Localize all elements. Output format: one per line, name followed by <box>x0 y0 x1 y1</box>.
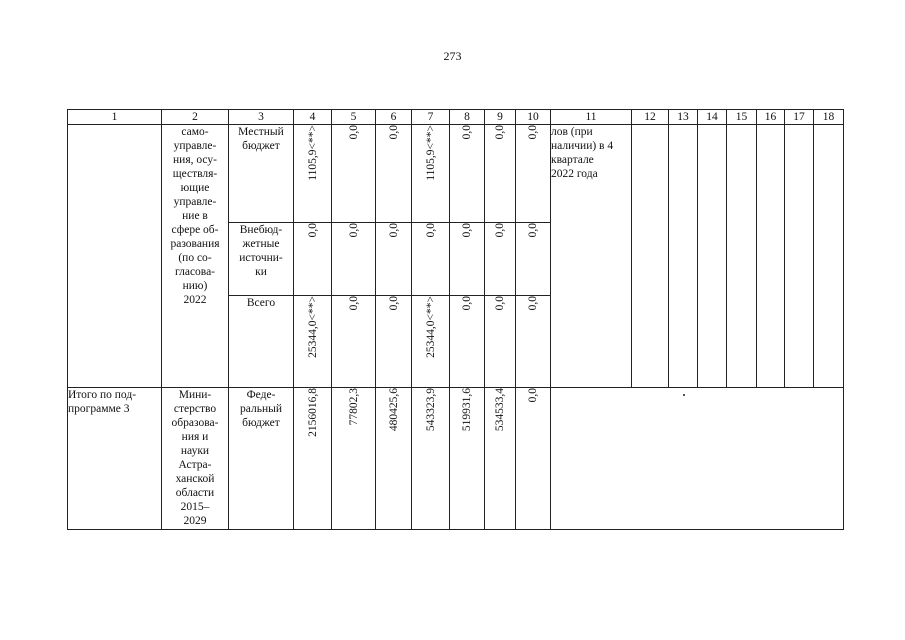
empty-cell <box>632 125 669 388</box>
empty-cell <box>757 125 785 388</box>
header-cell: 11 <box>551 110 632 125</box>
value-text: 25344,0<**> <box>424 296 437 358</box>
empty-cell <box>785 125 814 388</box>
table-row <box>68 125 844 223</box>
value-text: 534533,4 <box>494 388 506 432</box>
value-text: 0,0 <box>424 223 437 238</box>
empty-cell <box>669 125 698 388</box>
value-cell <box>294 388 332 530</box>
value-cell <box>332 125 376 223</box>
value-text: 0,0 <box>494 296 506 311</box>
value-text: 77802,3 <box>347 388 360 426</box>
header-cell: 10 <box>516 110 551 125</box>
value-cell <box>332 223 376 296</box>
value-text: 0,0 <box>494 125 506 140</box>
value-cell <box>332 296 376 388</box>
value-cell <box>294 125 332 223</box>
value-cell <box>376 296 412 388</box>
value-text: 0,0 <box>494 223 506 238</box>
header-cell: 14 <box>698 110 727 125</box>
merged-empty-cell <box>551 388 844 530</box>
value-cell <box>412 296 450 388</box>
value-text: 0,0 <box>347 125 360 140</box>
funding-source-cell: Местный бюджет <box>229 125 294 223</box>
value-cell <box>376 223 412 296</box>
value-cell <box>332 388 376 530</box>
funding-source-cell: Феде- ральный бюджет <box>229 388 294 530</box>
value-text: 0,0 <box>347 223 360 238</box>
header-cell: 12 <box>632 110 669 125</box>
block1-result-cell: лов (при наличии) в 4 квартале 2022 года <box>551 125 632 388</box>
header-cell: 15 <box>727 110 757 125</box>
value-text: 0,0 <box>387 296 400 311</box>
empty-cell <box>814 125 844 388</box>
value-cell <box>516 125 551 223</box>
value-cell <box>516 388 551 530</box>
header-cell: 16 <box>757 110 785 125</box>
value-cell <box>376 125 412 223</box>
value-cell <box>450 296 485 388</box>
value-cell <box>485 296 516 388</box>
value-text: 0,0 <box>461 296 473 311</box>
value-cell <box>450 388 485 530</box>
value-cell <box>450 223 485 296</box>
header-cell: 8 <box>450 110 485 125</box>
value-text: 0,0 <box>306 223 319 238</box>
value-cell <box>516 223 551 296</box>
value-cell <box>294 223 332 296</box>
funding-source-cell: Внебюд- жетные источни- ки <box>229 223 294 296</box>
header-cell: 3 <box>229 110 294 125</box>
value-text: 1105,9<**> <box>306 125 319 181</box>
value-cell <box>485 223 516 296</box>
value-cell <box>450 125 485 223</box>
page-number: 273 <box>443 49 462 63</box>
value-cell <box>485 388 516 530</box>
value-text: 2156016,8 <box>306 388 319 437</box>
value-cell <box>412 125 450 223</box>
value-text: 0,0 <box>527 388 539 403</box>
value-text: 0,0 <box>527 296 539 311</box>
header-cell: 17 <box>785 110 814 125</box>
header-cell: 7 <box>412 110 450 125</box>
value-text: 0,0 <box>387 125 400 140</box>
block1-col1-cell <box>68 125 162 388</box>
value-text: 0,0 <box>461 125 473 140</box>
value-text: 519931,6 <box>461 388 473 432</box>
value-cell <box>412 223 450 296</box>
value-text: 0,0 <box>347 296 360 311</box>
empty-cell <box>698 125 727 388</box>
funding-source-cell: Всего <box>229 296 294 388</box>
header-row <box>68 110 844 125</box>
budget-table <box>67 109 844 530</box>
value-text: 0,0 <box>387 223 400 238</box>
value-text: 25344,0<**> <box>306 296 319 358</box>
empty-cell <box>727 125 757 388</box>
header-cell: 18 <box>814 110 844 125</box>
value-cell <box>376 388 412 530</box>
table-row <box>68 388 844 530</box>
value-text: 480425,6 <box>387 388 400 432</box>
header-cell: 6 <box>376 110 412 125</box>
value-text: 0,0 <box>527 125 539 140</box>
scan-artifact-dot <box>683 394 685 396</box>
header-cell: 4 <box>294 110 332 125</box>
header-cell: 1 <box>68 110 162 125</box>
value-cell <box>294 296 332 388</box>
header-cell: 2 <box>162 110 229 125</box>
header-cell: 9 <box>485 110 516 125</box>
value-text: 1105,9<**> <box>424 125 437 181</box>
value-text: 0,0 <box>461 223 473 238</box>
value-cell <box>516 296 551 388</box>
header-cell: 5 <box>332 110 376 125</box>
value-text: 543323,9 <box>424 388 437 432</box>
value-cell <box>412 388 450 530</box>
header-cell: 13 <box>669 110 698 125</box>
block1-executor-cell: само- управле- ния, осу- ществля- ющие управле- ние в сфере об- разования (по со- гласова- нию) 2022 <box>162 125 229 388</box>
value-cell <box>485 125 516 223</box>
value-text: 0,0 <box>527 223 539 238</box>
block2-executor-cell: Мини- стерство образова- ния и науки Астра- ханской области 2015– 2029 <box>162 388 229 530</box>
subtotal-label-cell: Итого по под- программе 3 <box>68 388 162 530</box>
